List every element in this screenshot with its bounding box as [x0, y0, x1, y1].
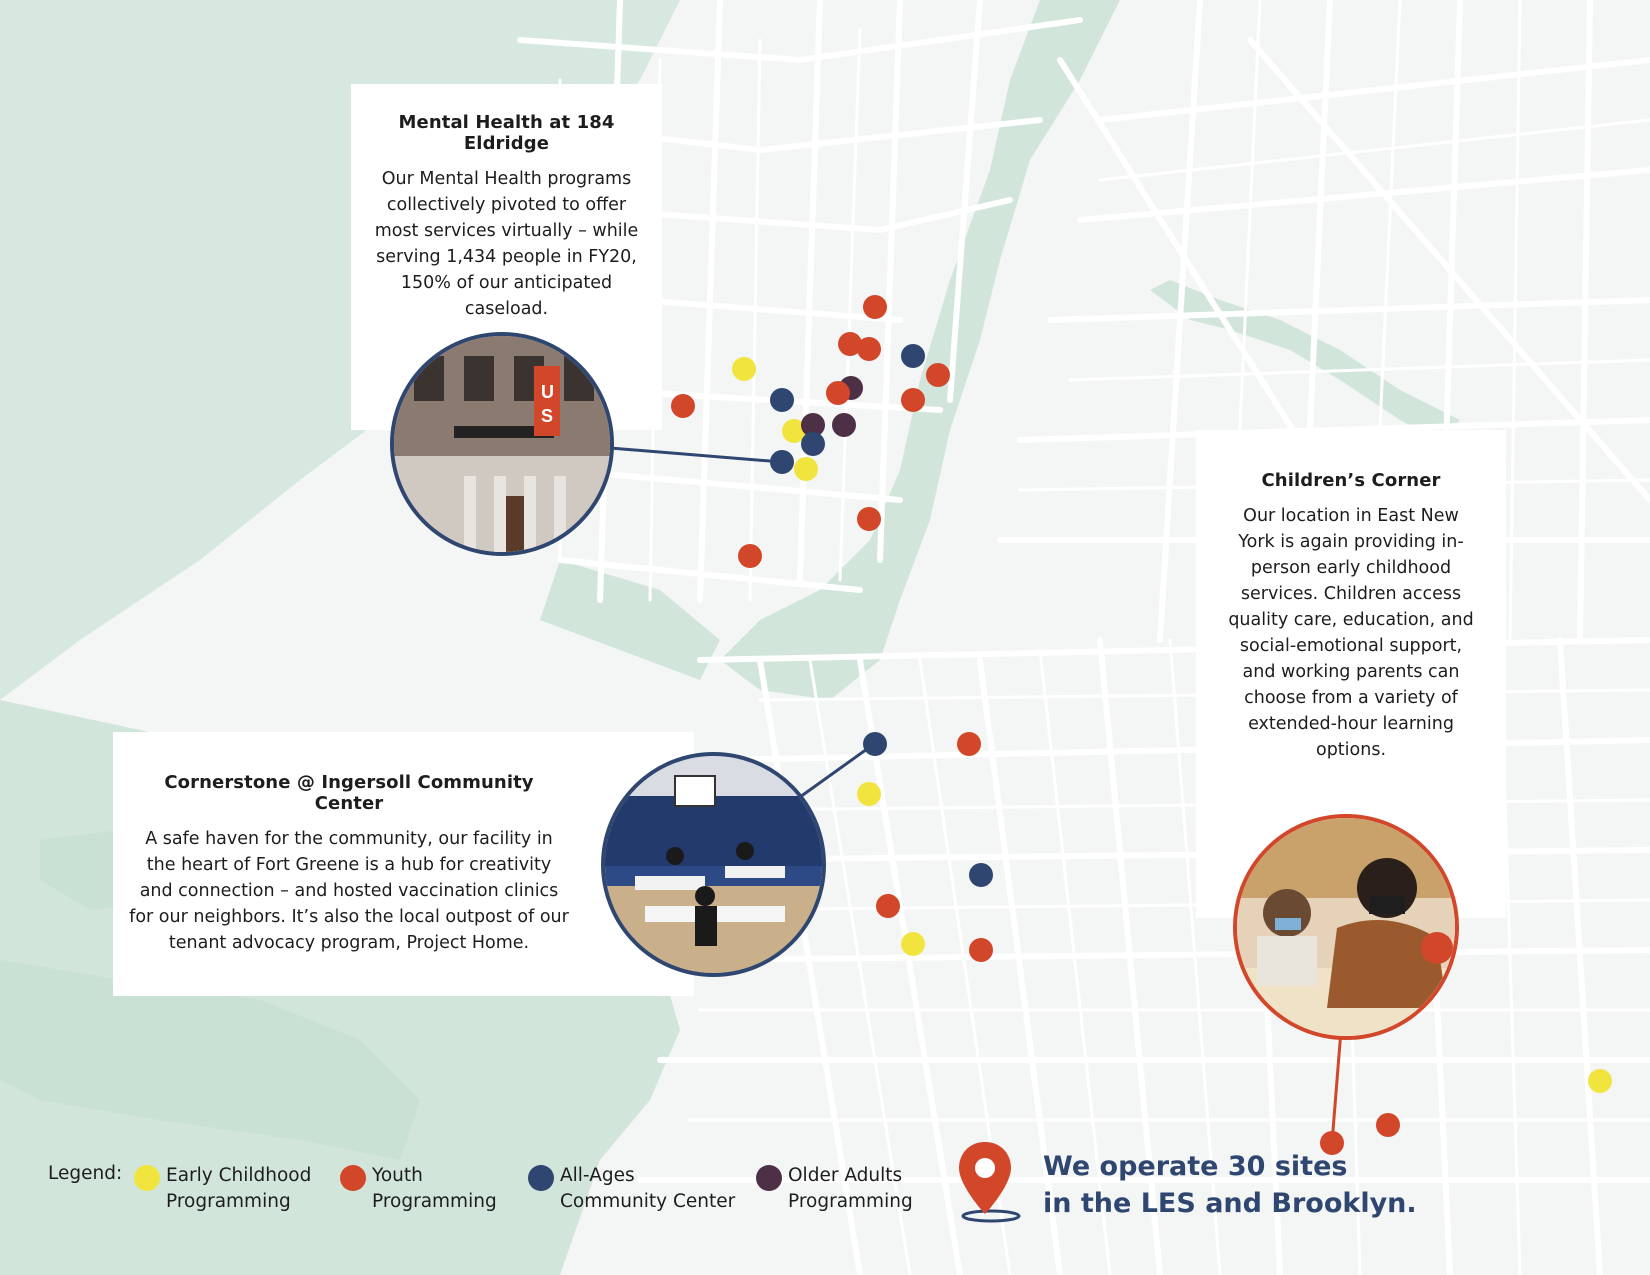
legend-swatch	[756, 1165, 782, 1191]
legend-label-line2: Programming	[166, 1191, 291, 1212]
callout-body: A safe haven for the community, our facility in the heart of Fort Greene is a hub for creativity and connection – and hosted vaccination clinics for our neighbors. It’s also the local outpost of our tenant advocacy program, Project Home.	[129, 829, 569, 953]
svg-text:U: U	[541, 382, 554, 402]
callout-title: Mental Health at 184 Eldridge	[398, 112, 615, 154]
site-marker-youth	[901, 388, 925, 412]
callout-title: Cornerstone @ Ingersoll Community Center	[164, 772, 534, 814]
site-marker-youth	[857, 337, 881, 361]
legend-label-line1: All-Ages	[560, 1165, 635, 1186]
site-marker-youth	[857, 507, 881, 531]
legend-label-line2: Programming	[788, 1191, 913, 1212]
site-marker-youth	[671, 394, 695, 418]
legend-label-line2: Programming	[372, 1191, 497, 1212]
site-marker-early-childhood	[901, 932, 925, 956]
site-marker-early-childhood	[857, 782, 881, 806]
legend-swatch	[528, 1165, 554, 1191]
site-marker-older-adults	[832, 413, 856, 437]
photo-childrens-corner	[1233, 814, 1459, 1040]
callout-body: Our Mental Health programs collectively pivoted to offer most services virtually – while serving 1,434 people in FY20, 150% of our anticipated caseload.	[374, 169, 639, 319]
site-marker-youth	[926, 363, 950, 387]
legend-swatch	[134, 1165, 160, 1191]
photo-cornerstone-gym	[601, 752, 826, 977]
legend-label-line1: Youth	[372, 1165, 423, 1186]
photo-mental-health-building	[390, 332, 614, 556]
sites-headline	[1043, 1148, 1417, 1222]
legend-label-line1: Older Adults	[788, 1165, 903, 1186]
legend-label-line2: Community Center	[560, 1191, 736, 1212]
callout-body: Our location in East New York is again providing in-person early childhood services. Children access quality care, education, and social-emotional support, and working parents can choose from a variety of extended-hour learning options.	[1228, 506, 1474, 760]
site-marker-youth	[876, 894, 900, 918]
site-marker-all-ages	[770, 388, 794, 412]
site-marker-youth	[969, 938, 993, 962]
site-marker-early-childhood	[1588, 1069, 1612, 1093]
location-pin-icon	[955, 1142, 1027, 1228]
site-marker-early-childhood	[794, 457, 818, 481]
site-marker-all-ages	[901, 344, 925, 368]
sites-headline-line1: We operate 30 sites	[1043, 1151, 1348, 1182]
site-marker-all-ages	[770, 450, 794, 474]
site-marker-all-ages	[863, 732, 887, 756]
site-marker-youth	[863, 295, 887, 319]
site-marker-youth	[826, 381, 850, 405]
site-marker-youth	[957, 732, 981, 756]
site-marker-early-childhood	[732, 357, 756, 381]
legend-title: Legend:	[48, 1163, 123, 1184]
legend-label-line1: Early Childhood	[166, 1165, 312, 1186]
svg-text:S: S	[541, 406, 554, 426]
site-marker-all-ages	[969, 863, 993, 887]
legend-swatch	[340, 1165, 366, 1191]
site-marker-all-ages	[801, 432, 825, 456]
site-marker-youth	[1376, 1113, 1400, 1137]
sites-headline-line2: in the LES and Brooklyn.	[1043, 1188, 1417, 1219]
callout-title: Children’s Corner	[1261, 470, 1441, 491]
site-marker-youth	[738, 544, 762, 568]
